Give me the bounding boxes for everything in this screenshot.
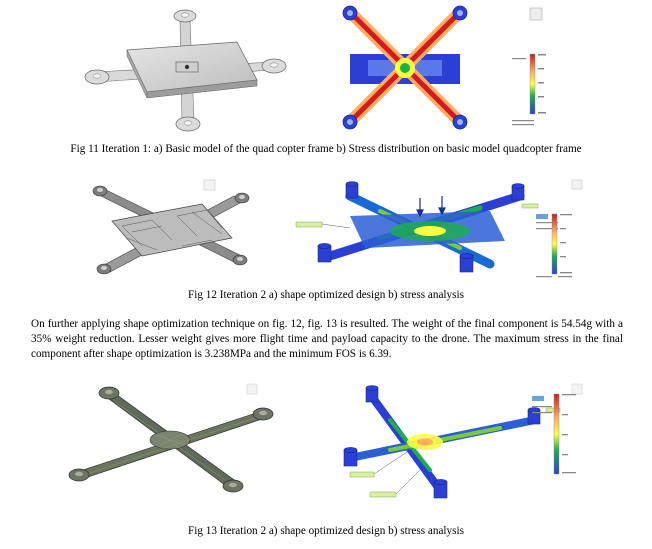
paragraph-line-2: 35% weight reduction. Lesser weight gives more flight time and payload capacity to the drone. The maximum stress in the final xyxy=(31,333,623,345)
fig13b-stress-analysis-image xyxy=(310,380,590,508)
fig12-caption: Fig 12 Iteration 2 a) shape optimized design b) stress analysis xyxy=(188,289,464,301)
fig12b-stress-analysis-image xyxy=(290,176,590,282)
fig13-caption: Fig 13 Iteration 2 a) shape optimized design b) stress analysis xyxy=(188,525,464,537)
paragraph-line-3: component after shape optimization is 3.238MPa and the minimum FOS is 6.39. xyxy=(31,348,392,360)
fig11-caption: Fig 11 Iteration 1: a) Basic model of the quad copter frame b) Stress distribution on basic model quadcopter frame xyxy=(70,143,582,155)
fig11b-stress-distribution-image xyxy=(330,0,575,140)
fig11a-basic-model-image xyxy=(82,0,292,140)
fig13a-shape-optimized-image xyxy=(65,380,280,498)
body-paragraph xyxy=(31,317,623,362)
paragraph-line-1: On further applying shape optimization technique on fig. 12, fig. 13 is resulted. The weight of the final component is 54.54g with a xyxy=(31,318,623,330)
fig12a-shape-optimized-image xyxy=(82,176,262,282)
